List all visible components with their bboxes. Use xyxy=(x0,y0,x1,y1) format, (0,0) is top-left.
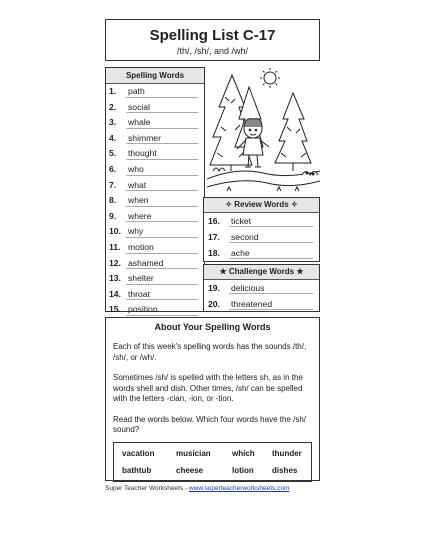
item-number: 2. xyxy=(109,101,117,112)
list-item xyxy=(106,271,204,287)
item-word: ashamed xyxy=(128,257,164,268)
review-words-box xyxy=(203,197,320,262)
word-choice: bathtub xyxy=(122,465,152,475)
footer xyxy=(105,485,289,492)
list-item xyxy=(106,100,204,116)
item-number: 3. xyxy=(109,117,117,128)
review-words-header: ✧ Review Words ✧ xyxy=(204,198,319,213)
about-paragraph-1: Each of this week's spelling words has the sounds /th/, /sh/, or /wh/. xyxy=(113,342,307,362)
word-choice: thunder xyxy=(272,448,302,458)
item-number: 16. xyxy=(208,216,220,226)
list-item xyxy=(106,162,204,178)
item-word: position xyxy=(128,304,158,315)
word-choice: vacation xyxy=(122,448,155,458)
about-paragraph-2: Sometimes /sh/ is spelled with the letters sh, as in the words shell and dish. Other times, /sh/ can be spelled with the letters -cian, -ion, or -tion. xyxy=(113,373,303,403)
spelling-words-box xyxy=(105,67,205,315)
word-choice: cheese xyxy=(176,465,204,475)
list-item xyxy=(106,256,204,272)
item-number: 19. xyxy=(208,283,220,293)
page-title: Spelling List C-17 xyxy=(149,27,276,44)
item-word: thought xyxy=(128,148,157,159)
challenge-words-box xyxy=(203,264,320,312)
item-word: who xyxy=(128,163,144,174)
item-number: 1. xyxy=(109,86,117,96)
item-number: 17. xyxy=(208,232,220,242)
item-word: shelter xyxy=(128,273,154,284)
item-number: 7. xyxy=(109,179,117,190)
list-item xyxy=(204,229,319,245)
word-choice: which xyxy=(232,448,255,458)
item-number: 15. xyxy=(109,304,121,315)
item-word: shimmer xyxy=(128,132,161,143)
item-word: social xyxy=(128,101,150,112)
challenge-words-header: ★ Challenge Words ★ xyxy=(204,265,319,280)
title-box xyxy=(105,19,320,61)
spelling-words-header: Spelling Words xyxy=(106,68,204,84)
item-word: what xyxy=(128,179,147,190)
item-word: path xyxy=(128,86,145,96)
list-item xyxy=(106,302,204,318)
word-choice-grid xyxy=(113,442,312,482)
list-item xyxy=(106,224,204,240)
list-item xyxy=(106,115,204,131)
footer-link[interactable]: www.superteacherworksheets.com xyxy=(188,485,290,492)
item-number: 14. xyxy=(109,288,121,299)
list-item xyxy=(204,245,319,261)
list-item xyxy=(204,296,319,312)
item-word: ache xyxy=(231,248,250,258)
about-box xyxy=(105,317,320,481)
item-number: 10. xyxy=(109,226,121,237)
page-subtitle: /th/, /sh/, and /wh/ xyxy=(176,46,249,56)
word-choice: musician xyxy=(176,448,211,458)
list-item xyxy=(106,209,204,225)
item-number: 5. xyxy=(109,148,117,159)
item-word: why xyxy=(128,226,144,237)
item-word: threatened xyxy=(231,299,273,309)
item-word: second xyxy=(231,232,259,242)
list-item xyxy=(106,131,204,147)
list-item xyxy=(106,84,204,100)
forest-child-illustration xyxy=(207,67,320,195)
list-item xyxy=(204,213,319,229)
item-number: 12. xyxy=(109,257,121,268)
word-choice: lotion xyxy=(232,465,254,475)
item-number: 13. xyxy=(109,273,121,284)
list-item xyxy=(106,240,204,256)
list-item xyxy=(106,287,204,303)
item-word: whale xyxy=(128,117,151,128)
about-title: About Your Spelling Words xyxy=(154,322,271,332)
item-word: when xyxy=(128,195,149,206)
item-number: 11. xyxy=(109,241,121,252)
list-item xyxy=(204,280,319,296)
item-number: 8. xyxy=(109,195,117,206)
item-number: 9. xyxy=(109,210,117,221)
item-number: 6. xyxy=(109,163,117,174)
list-item xyxy=(106,193,204,209)
list-item xyxy=(106,178,204,194)
item-word: delicious xyxy=(231,283,265,293)
item-word: motion xyxy=(128,241,154,252)
about-paragraph-3: Read the words below. Which four words have the /sh/ sound? xyxy=(113,414,306,434)
word-choice: dishes xyxy=(272,465,298,475)
item-number: 4. xyxy=(109,132,117,143)
footer-text: Super Teacher Worksheets - xyxy=(105,485,189,492)
illustration xyxy=(207,67,320,195)
item-number: 18. xyxy=(208,248,220,258)
item-word: throat xyxy=(128,288,150,299)
list-item xyxy=(106,146,204,162)
item-number: 20. xyxy=(208,299,220,309)
item-word: where xyxy=(128,210,152,221)
item-word: ticket xyxy=(231,216,252,226)
